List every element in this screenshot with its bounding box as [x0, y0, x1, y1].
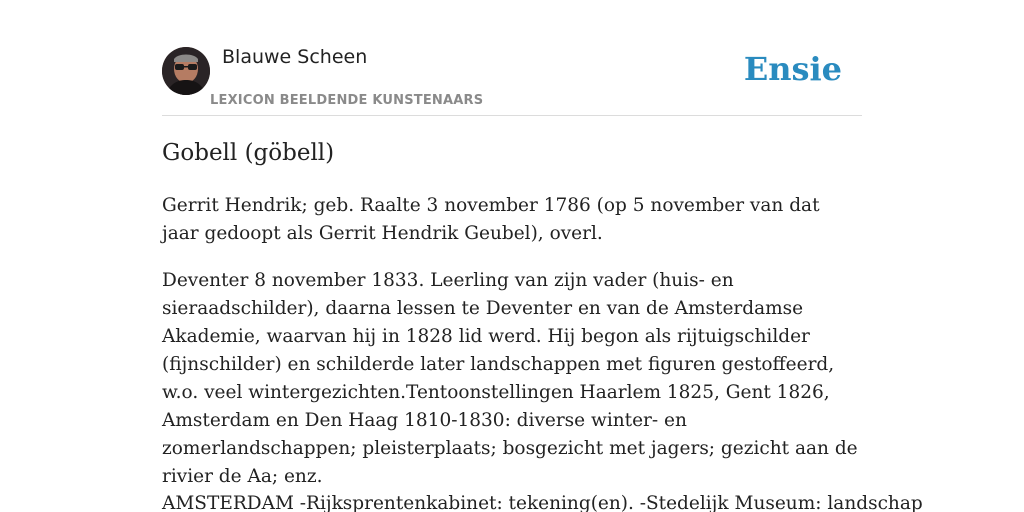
article-paragraph-1: Gerrit Hendrik; geb. Raalte 3 november 1786 (op 5 november van dat jaar gedoopt als Gerrit Hendrik Geubel), overl.	[162, 195, 820, 244]
article-title: Gobell (göbell)	[162, 140, 335, 166]
author-name[interactable]: Blauwe Scheen	[222, 46, 368, 68]
site-subtitle[interactable]: LEXICON BEELDENDE KUNSTENAARS	[210, 93, 484, 108]
article-paragraph-3: AMSTERDAM -Rijksprentenkabinet: tekening(en). -Stedelijk Museum: landschap	[162, 493, 923, 512]
avatar-photo	[162, 47, 210, 95]
author-avatar[interactable]	[162, 47, 210, 95]
article-paragraph-2: Deventer 8 november 1833. Leerling van zijn vader (huis- en sieraadschilder), daarna lessen te Deventer en van de Amsterdamse Akademie, waarvan hij in 1828 lid werd. Hij begon als rijtuigschilder (fijnschilder) en schilderde later landschappen met figuren gestoffeerd, w.o. veel wintergezichten.Tentoonstellingen Haarlem 1825, Gent 1826, Amsterdam en Den Haag 1810-1830: diverse winter- en zomerlandschappen; pleisterplaats; bosgezicht met jagers; gezicht aan de rivier de Aa; enz.	[162, 270, 858, 487]
site-header	[162, 0, 862, 116]
ensie-logo[interactable]: Ensie	[743, 50, 842, 88]
